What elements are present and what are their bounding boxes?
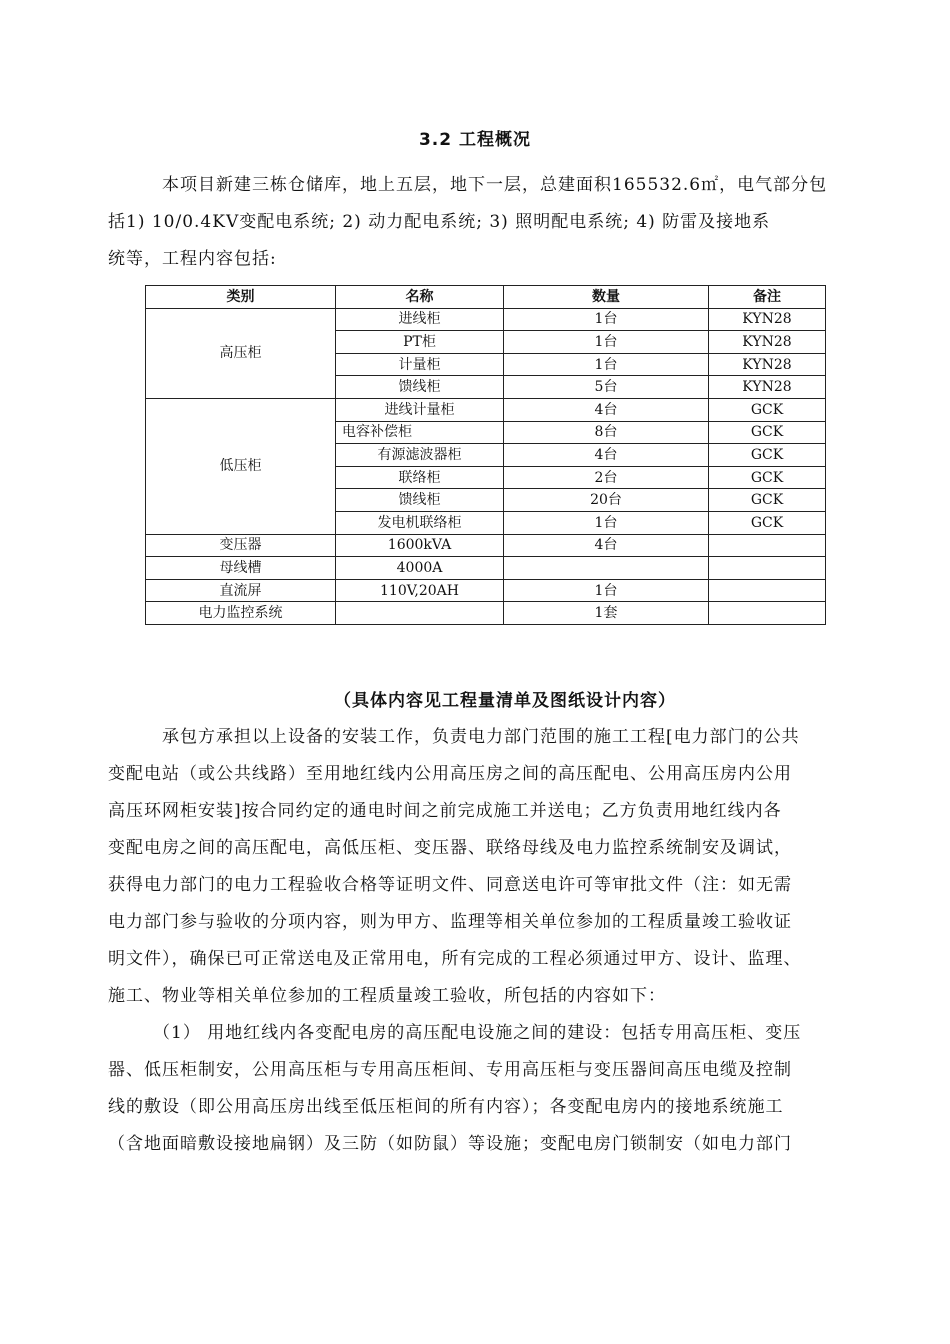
quantity-cell: 8台 — [504, 421, 709, 444]
note-cell: GCK — [709, 444, 826, 467]
quantity-cell: 2台 — [504, 466, 709, 489]
name-cell — [336, 602, 504, 625]
note-cell: GCK — [709, 489, 826, 512]
note-cell — [709, 602, 826, 625]
header-name: 名称 — [336, 286, 504, 309]
name-cell: 联络柜 — [336, 466, 504, 489]
intro-line-2: 括1) 10/0.4KV变配电系统; 2) 动力配电系统; 3) 照明配电系统; 4) 防雷及接地系 — [108, 212, 771, 232]
quantity-cell: 4台 — [504, 534, 709, 557]
body-line-5: 获得电力部门的电力工程验收合格等证明文件、同意送电许可等审批文件（注：如无需 — [108, 875, 792, 895]
header-quantity: 数量 — [504, 286, 709, 309]
name-cell: 电容补偿柜 — [336, 421, 504, 444]
name-cell: PT柜 — [336, 331, 504, 354]
body-line-10: 器、低压柜制安，公用高压柜与专用高压柜间、专用高压柜与变压器间高压电缆及控制 — [108, 1060, 792, 1080]
table-header-row — [146, 286, 826, 309]
quantity-cell: 4台 — [504, 444, 709, 467]
intro-line-3: 统等，工程内容包括: — [108, 249, 277, 269]
quantity-cell: 1台 — [504, 308, 709, 331]
intro-line-1: 本项目新建三栋仓储库，地上五层，地下一层，总建面积165532.6㎡，电气部分包 — [162, 175, 828, 195]
category-cell: 变压器 — [146, 534, 336, 557]
quantity-cell: 4台 — [504, 398, 709, 421]
name-cell: 有源滤波器柜 — [336, 444, 504, 467]
category-cell: 低压柜 — [146, 398, 336, 534]
note-cell — [709, 534, 826, 557]
body-line-2: 变配电站（或公共线路）至用地红线内公用高压房之间的高压配电、公用高压房内公用 — [108, 764, 792, 784]
name-cell: 进线计量柜 — [336, 398, 504, 421]
table-row — [146, 398, 826, 421]
body-line-3: 高压环网柜安装]按合同约定的通电时间之前完成施工并送电；乙方负责用地红线内各 — [108, 801, 782, 821]
quantity-cell: 1台 — [504, 353, 709, 376]
body-line-9: （1） 用地红线内各变配电房的高压配电设施之间的建设：包括专用高压柜、变压 — [153, 1023, 802, 1043]
table-row — [146, 579, 826, 602]
name-cell: 发电机联络柜 — [336, 511, 504, 534]
table-row — [146, 308, 826, 331]
note-cell: KYN28 — [709, 331, 826, 354]
body-line-4: 变配电房之间的高压配电，高低压柜、变压器、联络母线及电力监控系统制安及调试， — [108, 838, 792, 858]
section-title: 3.2 工程概况 — [418, 130, 532, 150]
body-line-6: 电力部门参与验收的分项内容，则为甲方、监理等相关单位参加的工程质量竣工验收证 — [108, 912, 792, 932]
quantity-cell: 1套 — [504, 602, 709, 625]
name-cell: 进线柜 — [336, 308, 504, 331]
category-cell: 母线槽 — [146, 557, 336, 580]
note-cell: GCK — [709, 398, 826, 421]
note-cell: KYN28 — [709, 308, 826, 331]
equipment-table — [145, 285, 826, 625]
header-category: 类别 — [146, 286, 336, 309]
name-cell: 馈线柜 — [336, 489, 504, 512]
note-cell: KYN28 — [709, 353, 826, 376]
quantity-cell: 1台 — [504, 511, 709, 534]
body-line-12: （含地面暗敷设接地扁钢）及三防（如防鼠）等设施；变配电房门锁制安（如电力部门 — [108, 1134, 792, 1154]
body-line-11: 线的敷设（即公用高压房出线至低压柜间的所有内容）；各变配电房内的接地系统施工 — [108, 1097, 784, 1117]
note-cell — [709, 557, 826, 580]
category-cell: 电力监控系统 — [146, 602, 336, 625]
body-line-8: 施工、物业等相关单位参加的工程质量竣工验收，所包括的内容如下： — [108, 986, 666, 1006]
note-cell: KYN28 — [709, 376, 826, 399]
name-cell: 110V,20AH — [336, 579, 504, 602]
note-cell: GCK — [709, 466, 826, 489]
category-cell: 直流屏 — [146, 579, 336, 602]
body-line-7: 明文件），确保已可正常送电及正常用电，所有完成的工程必须通过甲方、设计、监理、 — [108, 949, 802, 969]
table-row — [146, 557, 826, 580]
table-row — [146, 602, 826, 625]
name-cell: 1600kVA — [336, 534, 504, 557]
note-cell: GCK — [709, 511, 826, 534]
quantity-cell: 1台 — [504, 331, 709, 354]
quantity-cell: 5台 — [504, 376, 709, 399]
quantity-cell: 20台 — [504, 489, 709, 512]
table-row — [146, 534, 826, 557]
category-cell: 高压柜 — [146, 308, 336, 398]
quantity-cell — [504, 557, 709, 580]
body-line-1: 承包方承担以上设备的安装工作，负责电力部门范围的施工工程[电力部门的公共 — [162, 727, 800, 747]
note-cell: GCK — [709, 421, 826, 444]
name-cell: 计量柜 — [336, 353, 504, 376]
header-note: 备注 — [709, 286, 826, 309]
note-cell — [709, 579, 826, 602]
name-cell: 馈线柜 — [336, 376, 504, 399]
quantity-cell: 1台 — [504, 579, 709, 602]
subheading: （具体内容见工程量清单及图纸设计内容） — [334, 691, 676, 711]
name-cell: 4000A — [336, 557, 504, 580]
